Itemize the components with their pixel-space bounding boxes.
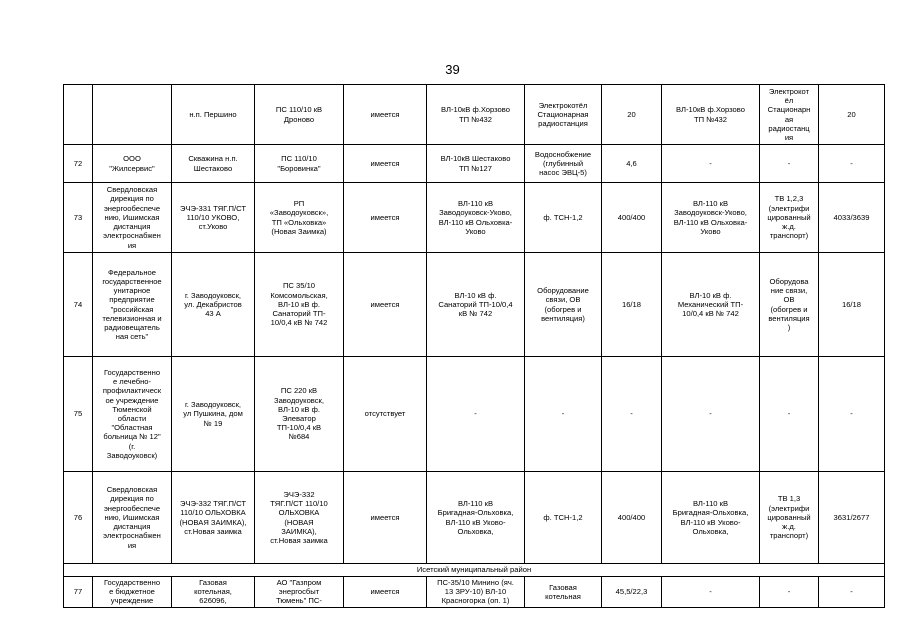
equipment-cell: Электрокотёл Стационарная радиостанция xyxy=(525,85,602,145)
organization-cell: Свердловская дирекция по энергообеспече нию, Ишимская дистанция электроснабжен ия xyxy=(93,472,172,564)
power-cell: 4,6 xyxy=(602,145,662,183)
row-number-cell xyxy=(64,85,93,145)
availability-cell: имеется xyxy=(344,145,427,183)
backup-line-cell: - xyxy=(662,357,760,472)
equipment-cell: ф. ТСН-1,2 xyxy=(525,183,602,253)
page-number: 39 xyxy=(445,62,460,77)
location-cell: Скважина н.п. Шестаково xyxy=(172,145,255,183)
availability-cell: отсутствует xyxy=(344,357,427,472)
backup-line-cell: - xyxy=(662,577,760,608)
line-cell: - xyxy=(427,357,525,472)
backup-equipment-cell: ТВ 1,2,3 (электрифи цированный ж.д. транспорт) xyxy=(760,183,819,253)
backup-line-cell: ВЛ-10кВ ф.Хорзово ТП №432 xyxy=(662,85,760,145)
table-row xyxy=(64,357,885,472)
backup-line-cell: ВЛ-10 кВ ф. Механический ТП- 10/0,4 кВ № 742 xyxy=(662,253,760,357)
backup-equipment-cell: - xyxy=(760,577,819,608)
substation-cell: ПС 220 кВ Заводоуковск, ВЛ-10 кВ ф. Элеватор ТП-10/0,4 кВ №684 xyxy=(255,357,344,472)
line-cell: ВЛ-10кВ ф.Хорзово ТП №432 xyxy=(427,85,525,145)
row-number-cell: 77 xyxy=(64,577,93,608)
power-cell: 400/400 xyxy=(602,472,662,564)
backup-equipment-cell: - xyxy=(760,145,819,183)
backup-power-cell: - xyxy=(819,577,885,608)
organization-cell: Государственно е лечебно- профилактическ ое учреждение Тюменской области "Областная больница № 12" (г. Заводоуковск) xyxy=(93,357,172,472)
location-cell: Газовая котельная, 626096, xyxy=(172,577,255,608)
substation-cell: РП «Заводоуковск», ТП «Ольховка» (Новая Заимка) xyxy=(255,183,344,253)
equipment-cell: Газовая котельная xyxy=(525,577,602,608)
table-row xyxy=(64,85,885,145)
line-cell: ВЛ-10 кВ ф. Санаторий ТП-10/0,4 кВ № 742 xyxy=(427,253,525,357)
substation-cell: ЭЧЭ-332 ТЯГ.П/СТ 110/10 ОЛЬХОВКА (НОВАЯ ЗАИМКА), ст.Новая заимка xyxy=(255,472,344,564)
line-cell: ВЛ-110 кВ Бригадная-Ольховка, ВЛ-110 кВ Уково- Ольховка, xyxy=(427,472,525,564)
data-table xyxy=(63,84,885,608)
backup-equipment-cell: Оборудова ние связи, ОВ (обогрев и вентиляция ) xyxy=(760,253,819,357)
organization-cell: Государственно е бюджетное учреждение xyxy=(93,577,172,608)
line-cell: ПС-35/10 Минино (яч. 13 ЗРУ-10) ВЛ-10 Красногорка (оп. 1) xyxy=(427,577,525,608)
availability-cell: имеется xyxy=(344,85,427,145)
equipment-cell: - xyxy=(525,357,602,472)
equipment-cell: Водоснобжение (глубинный насос ЭВЦ-5) xyxy=(525,145,602,183)
section-header: Исетский муниципальный район xyxy=(64,564,885,577)
location-cell: н.п. Першино xyxy=(172,85,255,145)
power-cell: - xyxy=(602,357,662,472)
backup-power-cell: 4033/3639 xyxy=(819,183,885,253)
section-header-row xyxy=(64,564,885,577)
line-cell: ВЛ-10кВ Шестаково ТП №127 xyxy=(427,145,525,183)
availability-cell: имеется xyxy=(344,472,427,564)
power-cell: 16/18 xyxy=(602,253,662,357)
backup-line-cell: ВЛ-110 кВ Бригадная-Ольховка, ВЛ-110 кВ Уково- Ольховка, xyxy=(662,472,760,564)
power-cell: 20 xyxy=(602,85,662,145)
substation-cell: ПС 35/10 Комсомольская, ВЛ-10 кВ ф. Санаторий ТП- 10/0,4 кВ № 742 xyxy=(255,253,344,357)
availability-cell: имеется xyxy=(344,577,427,608)
location-cell: ЭЧЭ-332 ТЯГ.П/СТ 110/10 ОЛЬХОВКА (НОВАЯ ЗАИМКА), ст.Новая заимка xyxy=(172,472,255,564)
organization-cell: ООО "Жилсервис" xyxy=(93,145,172,183)
organization-cell: Свердловская дирекция по энергообеспече нию, Ишимская дистанция электроснабжен ия xyxy=(93,183,172,253)
backup-power-cell: 16/18 xyxy=(819,253,885,357)
table-row xyxy=(64,145,885,183)
backup-line-cell: ВЛ-110 кВ Заводоуковск-Уково, ВЛ-110 кВ Ольховка- Уково xyxy=(662,183,760,253)
backup-equipment-cell: - xyxy=(760,357,819,472)
row-number-cell: 75 xyxy=(64,357,93,472)
table-row xyxy=(64,183,885,253)
substation-cell: ПС 110/10 кВ Дроново xyxy=(255,85,344,145)
row-number-cell: 76 xyxy=(64,472,93,564)
table-row xyxy=(64,253,885,357)
backup-line-cell: - xyxy=(662,145,760,183)
availability-cell: имеется xyxy=(344,253,427,357)
backup-power-cell: 3631/2677 xyxy=(819,472,885,564)
line-cell: ВЛ-110 кВ Заводоуковск-Уково, ВЛ-110 кВ Ольховка- Уково xyxy=(427,183,525,253)
power-cell: 400/400 xyxy=(602,183,662,253)
backup-equipment-cell: Электрокот ёл Стационарн ая радиостанц ия xyxy=(760,85,819,145)
availability-cell: имеется xyxy=(344,183,427,253)
backup-power-cell: - xyxy=(819,145,885,183)
equipment-cell: ф. ТСН-1,2 xyxy=(525,472,602,564)
backup-power-cell: - xyxy=(819,357,885,472)
backup-power-cell: 20 xyxy=(819,85,885,145)
substation-cell: ПС 110/10 "Боровинка" xyxy=(255,145,344,183)
row-number-cell: 73 xyxy=(64,183,93,253)
equipment-cell: Оборудование связи, ОВ (обогрев и вентиляция) xyxy=(525,253,602,357)
power-cell: 45,5/22,3 xyxy=(602,577,662,608)
organization-cell: Федеральное государственное унитарное предприятие "российская телевизионная и радиовещатель ная сеть" xyxy=(93,253,172,357)
location-cell: ЭЧЭ-331 ТЯГ.П/СТ 110/10 УКОВО, ст.Уково xyxy=(172,183,255,253)
table-row xyxy=(64,577,885,608)
table-row xyxy=(64,472,885,564)
organization-cell xyxy=(93,85,172,145)
backup-equipment-cell: ТВ 1,3 (электрифи цированный ж.д. транспорт) xyxy=(760,472,819,564)
location-cell: г. Заводоуковск, ул Пушкина, дом № 19 xyxy=(172,357,255,472)
substation-cell: АО "Газпром энергосбыт Тюмень" ПС- xyxy=(255,577,344,608)
location-cell: г. Заводоуковск, ул. Декабристов 43 А xyxy=(172,253,255,357)
row-number-cell: 72 xyxy=(64,145,93,183)
row-number-cell: 74 xyxy=(64,253,93,357)
